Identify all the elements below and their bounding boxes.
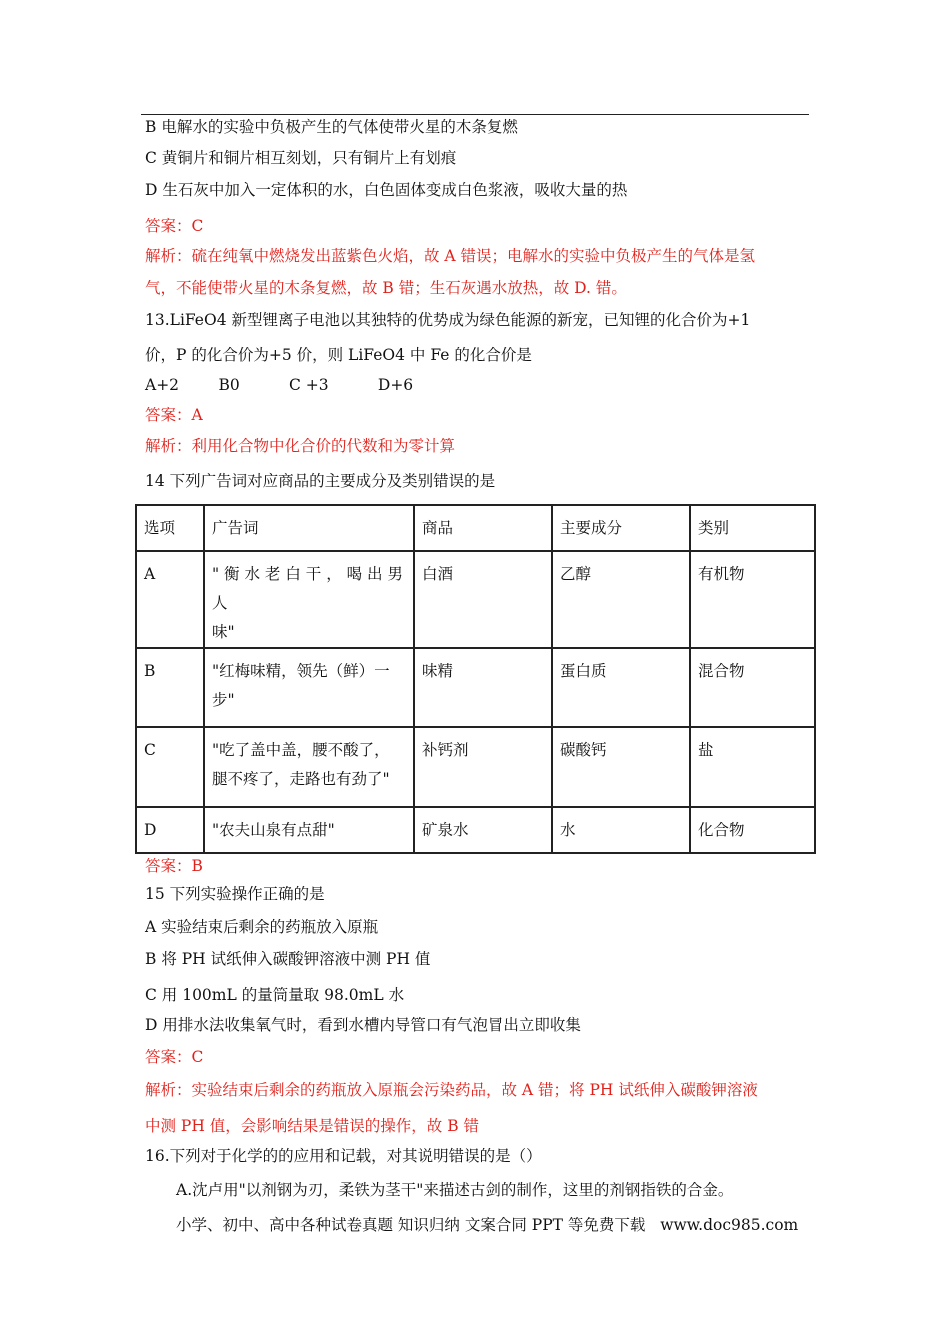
q15-analysis-line1: 解析：实验结束后剩余的药瓶放入原瓶会污染药品，故 A 错；将 PH 试纸伸入碳酸钾溶液 <box>145 1081 758 1099</box>
header-option: 选项 <box>136 505 204 551</box>
cell-ad <box>204 727 414 807</box>
q12-analysis-line2: 气，不能使带火星的木条复燃，故 B 错；生石灰遇水放热，故 D. 错。 <box>145 279 627 297</box>
footer-download-note: 小学、初中、高中各种试卷真题 知识归纳 文案合同 PPT 等免费下载 www.doc985.com <box>176 1216 799 1234</box>
q13-stem-line2: 价，P 的化合价为+5 价，则 LiFeO4 中 Fe 的化合价是 <box>145 346 532 364</box>
cell-option: B <box>136 648 204 727</box>
cell-category: 混合物 <box>690 648 815 727</box>
q16-option-a: A.沈卢用"以剂钢为刃，柔铁为茎干"来描述古剑的制作，这里的剂钢指铁的合金。 <box>176 1181 734 1199</box>
q15-option-a: A 实验结束后剩余的药瓶放入原瓶 <box>145 918 379 936</box>
q13-options: A+2 B0 C +3 D+6 <box>145 376 414 394</box>
cell-product: 补钙剂 <box>414 727 552 807</box>
q12-analysis-line1: 解析：硫在纯氧中燃烧发出蓝紫色火焰，故 A 错误；电解水的实验中负极产生的气体是氢 <box>145 247 756 265</box>
q14-answer: 答案：B <box>145 857 203 875</box>
cell-category: 有机物 <box>690 551 815 648</box>
ad-line2: 味" <box>212 623 235 641</box>
header-product: 商品 <box>414 505 552 551</box>
header-component: 主要成分 <box>552 505 690 551</box>
ad-line1: " 衡 水 老 白 干 ， 喝 出 男 人 <box>212 565 403 612</box>
table-row <box>136 648 815 727</box>
cell-component: 水 <box>552 807 690 853</box>
ad-line1: "红梅味精，领先（鲜）一 <box>212 662 390 680</box>
cell-component: 乙醇 <box>552 551 690 648</box>
q15-option-b: B 将 PH 试纸伸入碳酸钾溶液中测 PH 值 <box>145 950 431 968</box>
table-row <box>136 727 815 807</box>
cell-product: 白酒 <box>414 551 552 648</box>
ad-line2: 步" <box>212 691 235 709</box>
ad-line2: 腿不疼了，走路也有劲了" <box>212 770 390 788</box>
q13-answer: 答案：A <box>145 406 203 424</box>
q14-stem: 14 下列广告词对应商品的主要成分及类别错误的是 <box>145 472 496 490</box>
table-row <box>136 807 815 853</box>
q15-analysis-line2: 中测 PH 值，会影响结果是错误的操作，故 B 错 <box>145 1117 480 1135</box>
cell-product: 味精 <box>414 648 552 727</box>
q16-stem: 16.下列对于化学的的应用和记载，对其说明错误的是（） <box>145 1147 542 1165</box>
cell-ad <box>204 648 414 727</box>
cell-option: C <box>136 727 204 807</box>
cell-component: 碳酸钙 <box>552 727 690 807</box>
cell-ad <box>204 551 414 648</box>
cell-category: 化合物 <box>690 807 815 853</box>
cell-component: 蛋白质 <box>552 648 690 727</box>
header-category: 类别 <box>690 505 815 551</box>
table-row <box>136 551 815 648</box>
header-rule <box>141 114 809 115</box>
q12-option-d: D 生石灰中加入一定体积的水，白色固体变成白色浆液，吸收大量的热 <box>145 181 628 199</box>
q15-option-c: C 用 100mL 的量筒量取 98.0mL 水 <box>145 986 405 1004</box>
ads-table <box>135 504 816 854</box>
q12-option-c: C 黄铜片和铜片相互刻划，只有铜片上有划痕 <box>145 149 457 167</box>
q12-answer: 答案：C <box>145 217 204 235</box>
ad-line1: "吃了盖中盖，腰不酸了， <box>212 741 390 759</box>
cell-ad <box>204 807 414 853</box>
q15-stem: 15 下列实验操作正确的是 <box>145 885 325 903</box>
ad-line1: "农夫山泉有点甜" <box>212 821 335 839</box>
cell-option: D <box>136 807 204 853</box>
table-header-row <box>136 505 815 551</box>
header-ad: 广告词 <box>204 505 414 551</box>
q15-answer: 答案：C <box>145 1048 204 1066</box>
q12-option-b: B 电解水的实验中负极产生的气体使带火星的木条复燃 <box>145 118 518 136</box>
cell-product: 矿泉水 <box>414 807 552 853</box>
q13-analysis: 解析：利用化合物中化合价的代数和为零计算 <box>145 437 456 455</box>
q15-option-d: D 用排水法收集氧气时，看到水槽内导管口有气泡冒出立即收集 <box>145 1016 581 1034</box>
q13-stem-line1: 13.LiFeO4 新型锂离子电池以其独特的优势成为绿色能源的新宠，已知锂的化合价为+1 <box>145 311 751 329</box>
cell-option: A <box>136 551 204 648</box>
cell-category: 盐 <box>690 727 815 807</box>
